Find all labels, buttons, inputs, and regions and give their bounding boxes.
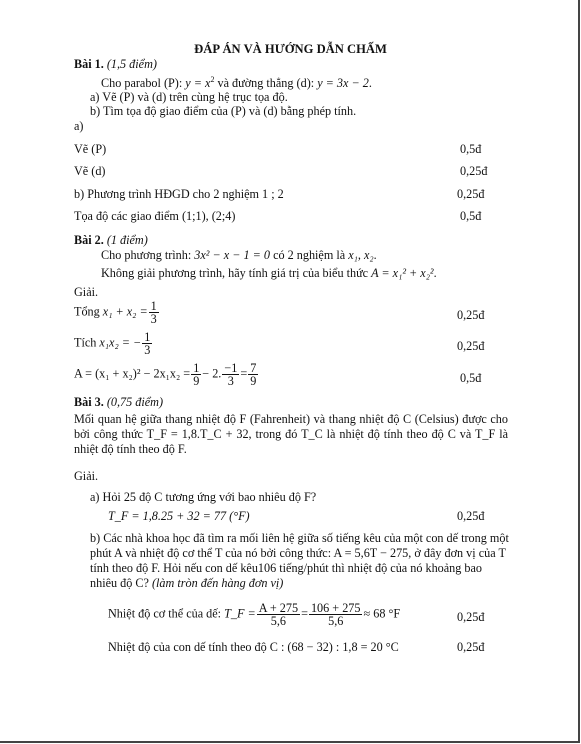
b1-row-2: Vẽ (d) (74, 164, 106, 178)
b2-sum (74, 300, 160, 325)
b2-line-2: Không giải phương trình, hãy tính giá trị của biểu thức A = x₁² + x₂². (101, 266, 437, 280)
b2-sum-fraction (149, 300, 159, 325)
b1-row-3-score: 0,25đ (457, 187, 485, 201)
b1-question-b: b) Tìm tọa độ giao điểm của (P) và (d) bằng phép tính. (90, 104, 357, 118)
b1-label: Bài 1. (74, 57, 104, 71)
b3-bf2-num: 106 + 275 (310, 601, 361, 615)
b3-label: Bài 3. (74, 395, 104, 409)
b3-question-b-text: b) Các nhà khoa học đã tìm ra mối liên hệ giữa số tiếng kêu của một con dế trong một phút A và nhiệt độ cơ thể T của nó bởi công thức: A = 5,6T − 275, ở đây đơn vị của T tính theo độ F. Hỏi nếu con dế kêu106 tiếng/phút thì nhiệt độ của nó khoảng bao nhiêu độ C? (90, 531, 509, 590)
b3-intro: Mối quan hệ giữa thang nhiệt độ F (Fahrenheit) và thang nhiệt độ C (Celsius) được cho bởi công thức T_F = 1,8.T_C + 32, trong đó T_C là nhiệt độ tính theo độ C và T_F là nhiệt độ tính theo độ F. (74, 412, 508, 456)
b1-heading (74, 57, 157, 71)
b1-given: Cho parabol (P): $y = x^2$ và đường thẳng (d): y = 3x − 2. (101, 75, 372, 91)
b2-f2-den: 3 (227, 374, 234, 388)
b2-text2: có 2 nghiệm là (270, 248, 349, 262)
b1-given-text2: và đường thẳng (d): (214, 76, 318, 91)
b1-parabol-eq: y = x (185, 76, 211, 91)
b2-line-1: Cho phương trình: 3x² − x − 1 = 0 có 2 nghiệm là x₁, x₂. (101, 248, 377, 262)
b2-sum-score: 0,25đ (457, 308, 485, 322)
b2-f1-den: 9 (193, 374, 200, 388)
b2-result-eq: = (240, 366, 248, 381)
b3-body-result: ≈ 68 °F (363, 606, 401, 621)
b2-prod-numerator: 1 (144, 330, 151, 344)
b2-f1-num: 1 (193, 361, 200, 375)
b1-points: (1,5 điểm) (106, 57, 157, 71)
b1-line-eq: y = 3x − 2 (317, 76, 369, 91)
b2-label: Bài 2. (74, 233, 104, 247)
b1-row-1: Vẽ (P) (74, 142, 107, 156)
b2-f3-num: 7 (250, 361, 257, 375)
b2-points: (1 điểm) (106, 233, 148, 247)
b3-question-a: a) Hỏi 25 độ C tương ứng với bao nhiêu độ F? (90, 490, 317, 504)
b3-answer-a: T_F = 1,8.25 + 32 = 77 (°F) (108, 509, 250, 523)
b1-row-4-score: 0,5đ (460, 209, 482, 223)
b3-bf1-den: 5,6 (270, 614, 286, 628)
b3-celsius-score: 0,25đ (457, 640, 485, 654)
b3-heading (74, 395, 163, 409)
b2-product (74, 331, 153, 356)
b3-bf2-den: 5,6 (328, 614, 344, 628)
b1-row-3: b) Phương trình HĐGD cho 2 nghiệm 1 ; 2 (74, 187, 284, 201)
b3-body-frac-2 (309, 602, 363, 627)
b2-prod-lhs: x₁x₂ = − (99, 335, 142, 350)
b1-given-text: Cho parabol (P): (101, 76, 186, 91)
b2-text3: Không giải phương trình, hãy tính giá trị của biểu thức (101, 266, 372, 280)
b2-f3-den: 9 (250, 374, 257, 388)
b2-result (74, 362, 259, 387)
b1-row-1-score: 0,5đ (460, 142, 482, 156)
b1-row-4: Tọa độ các giao điểm (1;1), (2;4) (74, 209, 236, 223)
b3-body-label: Nhiệt độ cơ thể của dế: (108, 606, 225, 621)
b2-prod-fraction (142, 331, 152, 356)
b3-body-lhs: T_F = (224, 606, 256, 621)
b3-body-temp (108, 602, 400, 627)
b2-prod-score: 0,25đ (457, 339, 485, 353)
b2-result-lhs: A = (x₁ + x₂)² − 2x₁x₂ = (74, 366, 191, 381)
b3-solution-label: Giải. (74, 469, 99, 483)
b2-sum-denominator: 3 (150, 312, 157, 326)
b2-f2-num: −1 (224, 361, 238, 375)
b3-points: (0,75 điểm) (106, 395, 164, 409)
b2-frac-2 (222, 362, 239, 387)
b3-bf1-num: A + 275 (258, 601, 299, 615)
b2-prod-denominator: 3 (144, 343, 151, 357)
b2-equation: 3x² − x − 1 = 0 (194, 248, 271, 262)
b3-answer-a-score: 0,25đ (457, 509, 485, 523)
b2-sum-label: Tổng (74, 304, 103, 319)
b3-celsius-line: Nhiệt độ của con dế tính theo độ C : (68 − 32) : 1,8 = 20 °C (108, 640, 399, 654)
b2-result-score: 0,5đ (460, 371, 482, 385)
b2-frac-3 (248, 362, 258, 387)
b2-sum-numerator: 1 (150, 299, 157, 313)
b2-text: Cho phương trình: (101, 248, 195, 262)
b3-body-score: 0,25đ (457, 610, 485, 624)
b3-question-b-note: (làm tròn đến hàng đơn vị) (151, 576, 284, 590)
b1-answer-a-label: a) (74, 119, 84, 133)
b2-heading (74, 233, 148, 247)
b2-frac-1 (191, 362, 201, 387)
b1-row-2-score: 0,25đ (460, 164, 488, 178)
b3-body-frac-1 (257, 602, 300, 627)
b3-question-b (90, 531, 510, 591)
page-title: ĐÁP ÁN VÀ HƯỚNG DẪN CHẤM (194, 42, 387, 56)
b1-question-a: a) Vẽ (P) và (d) trên cùng hệ trục tọa độ. (90, 90, 288, 104)
b2-result-mid: − 2. (202, 366, 222, 381)
b2-roots: x₁, x₂ (348, 248, 374, 262)
b2-prod-label: Tích (74, 335, 100, 350)
b3-body-eq: = (301, 606, 308, 621)
b2-expression: A = x₁² + x₂² (371, 266, 434, 280)
b2-sum-lhs: x₁ + x₂ = (102, 304, 148, 319)
b2-solution-label: Giải. (74, 285, 99, 299)
